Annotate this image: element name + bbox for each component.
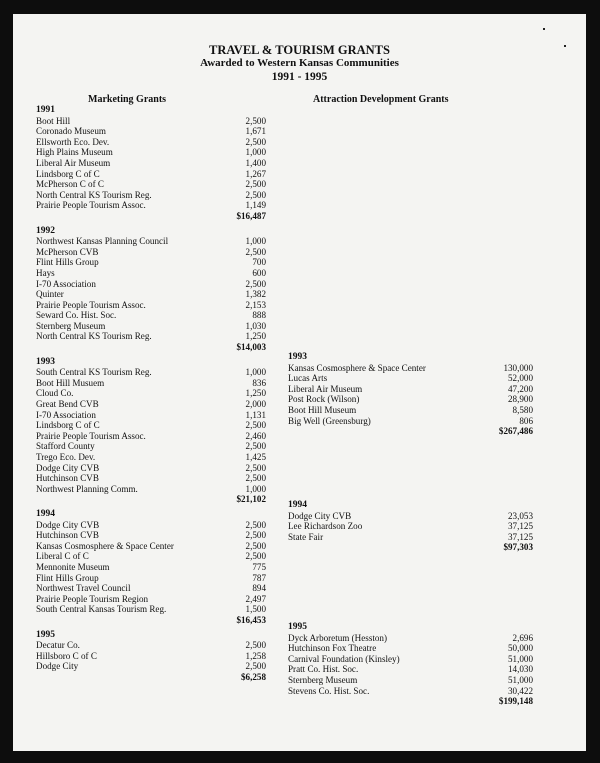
- attraction-grant-row: [288, 405, 533, 416]
- grantee-name: Seward Co. Hist. Soc.: [36, 310, 117, 321]
- grant-amount: 28,900: [507, 394, 533, 405]
- attraction-year-heading: 1995: [288, 622, 307, 632]
- marketing-grant-row: [36, 388, 266, 399]
- document-years: 1991 - 1995: [271, 71, 328, 83]
- marketing-grant-row: [36, 257, 266, 268]
- grant-amount: 2,497: [245, 593, 266, 604]
- grantee-name: Liberal Air Museum: [288, 383, 363, 394]
- grantee-name: South Central Kansas Tourism Reg.: [36, 604, 167, 615]
- grantee-name: Hutchinson Fox Theatre: [288, 643, 377, 654]
- grant-amount: 130,000: [503, 362, 533, 373]
- grantee-name: Prairie People Tourism Assoc.: [36, 299, 146, 310]
- grant-amount: 1,400: [245, 157, 266, 168]
- grantee-name: Hillsboro C of C: [36, 650, 97, 661]
- attraction-section: [288, 352, 533, 437]
- marketing-year-total: $16,487: [236, 210, 266, 221]
- grantee-name: Flint Hills Group: [36, 572, 99, 583]
- grant-amount: 47,200: [507, 383, 533, 394]
- marketing-grant-row: [36, 236, 266, 247]
- marketing-grant-row: [36, 378, 266, 389]
- marketing-grant-row: [36, 541, 266, 552]
- attraction-grant-row: [288, 363, 533, 374]
- grantee-name: Quinter: [36, 289, 64, 300]
- attraction-grant-row: [288, 373, 533, 384]
- marketing-grants-column: [36, 105, 266, 686]
- grantee-name: Big Well (Greensburg): [288, 415, 371, 426]
- grant-amount: 51,000: [507, 674, 533, 685]
- document-subtitle: Awarded to Western Kansas Communities: [200, 57, 399, 69]
- grantee-name: I-70 Association: [36, 278, 96, 289]
- grant-amount: 30,422: [507, 685, 533, 696]
- marketing-grant-row: [36, 179, 266, 190]
- grant-amount: 2,500: [245, 551, 266, 562]
- marketing-grant-row: [36, 441, 266, 452]
- marketing-grant-row: [36, 583, 266, 594]
- grantee-name: Lindsborg C of C: [36, 420, 100, 431]
- document-title: TRAVEL & TOURISM GRANTS: [209, 43, 390, 57]
- grant-amount: 1,000: [245, 236, 266, 247]
- grant-amount: 787: [252, 572, 266, 583]
- marketing-grant-row: [36, 190, 266, 201]
- grant-amount: 836: [252, 377, 266, 388]
- marketing-grant-row: [36, 594, 266, 605]
- grantee-name: High Plains Museum: [36, 147, 113, 158]
- marketing-section: [36, 226, 266, 353]
- grantee-name: Hays: [36, 267, 55, 278]
- attraction-grant-row: [288, 532, 533, 543]
- grant-amount: 8,580: [512, 404, 533, 415]
- marketing-grant-row: [36, 300, 266, 311]
- grant-amount: 23,053: [507, 510, 533, 521]
- grantee-name: Flint Hills Group: [36, 257, 99, 268]
- grant-amount: 806: [519, 415, 533, 426]
- grantee-name: Boot Hill Museum: [288, 404, 357, 415]
- grantee-name: Trego Eco. Dev.: [36, 452, 96, 462]
- grant-amount: 52,000: [507, 373, 533, 384]
- grant-amount: 2,500: [245, 246, 266, 257]
- grant-amount: 894: [252, 583, 266, 594]
- grantee-name: Post Rock (Wilson): [288, 394, 360, 405]
- marketing-grant-row: [36, 147, 266, 158]
- grant-amount: 888: [252, 310, 266, 321]
- grant-amount: 37,125: [507, 531, 533, 542]
- grantee-name: Mennonite Museum: [36, 561, 110, 572]
- attraction-grants-heading: Attraction Development Grants: [313, 94, 449, 105]
- attraction-grant-row: [288, 686, 533, 697]
- grant-amount: 2,500: [245, 136, 266, 147]
- grantee-name: Sternberg Museum: [288, 674, 358, 685]
- grant-amount: 2,460: [245, 430, 266, 441]
- grantee-name: Cloud Co.: [36, 388, 74, 399]
- grant-amount: 2,500: [245, 640, 266, 651]
- grant-amount: 2,500: [245, 441, 266, 452]
- marketing-grant-row: [36, 484, 266, 495]
- marketing-grant-row: [36, 289, 266, 300]
- grant-amount: 2,500: [245, 540, 266, 551]
- grantee-name: Kansas Cosmosphere & Space Center: [36, 540, 174, 551]
- grantee-name: Dodge City CVB: [36, 519, 100, 530]
- grant-amount: 2,500: [245, 179, 266, 190]
- document-page: [13, 14, 586, 751]
- attraction-year-heading: 1993: [288, 352, 307, 362]
- marketing-year-total: $16,453: [236, 614, 266, 625]
- marketing-grant-row: [36, 367, 266, 378]
- marketing-grant-row: [36, 331, 266, 342]
- marketing-grant-row: [36, 410, 266, 421]
- grant-amount: 1,500: [245, 604, 266, 615]
- attraction-grant-row: [288, 633, 533, 644]
- grant-amount: 2,500: [245, 462, 266, 473]
- grant-amount: 775: [252, 561, 266, 572]
- marketing-year-heading: 1994: [36, 508, 55, 519]
- marketing-grant-row: [36, 551, 266, 562]
- grant-amount: 1,000: [245, 483, 266, 494]
- marketing-grant-row: [36, 158, 266, 169]
- marketing-grant-row: [36, 452, 266, 463]
- marketing-grant-row: [36, 420, 266, 431]
- attraction-year-total: $97,303: [503, 542, 533, 553]
- grant-amount: 2,500: [245, 661, 266, 672]
- grant-amount: 2,500: [245, 530, 266, 541]
- marketing-section: [36, 357, 266, 505]
- speck-mark: [564, 45, 566, 47]
- marketing-grant-row: [36, 463, 266, 474]
- attraction-grant-row: [288, 511, 533, 522]
- marketing-year-heading: 1992: [36, 225, 55, 236]
- attraction-grant-row: [288, 384, 533, 395]
- grantee-name: I-70 Association: [36, 409, 96, 420]
- grantee-name: Liberal C of C: [36, 551, 89, 562]
- marketing-grant-row: [36, 310, 266, 321]
- grantee-name: Carnival Foundation (Kinsley): [288, 653, 400, 664]
- attraction-year-heading: 1994: [288, 500, 307, 510]
- marketing-year-total: $21,102: [236, 494, 266, 505]
- grantee-name: Kansas Cosmosphere & Space Center: [288, 362, 426, 373]
- attraction-grant-row: [288, 664, 533, 675]
- grant-amount: 1,250: [245, 331, 266, 342]
- marketing-grant-row: [36, 473, 266, 484]
- marketing-grant-row: [36, 279, 266, 290]
- marketing-grant-row: [36, 137, 266, 148]
- grantee-name: Hutchinson CVB: [36, 530, 99, 541]
- marketing-grant-row: [36, 520, 266, 531]
- grantee-name: Lee Richardson Zoo: [288, 521, 363, 532]
- attraction-section: [288, 622, 533, 707]
- marketing-grant-row: [36, 562, 266, 573]
- marketing-section: [36, 630, 266, 683]
- grant-amount: 51,000: [507, 653, 533, 664]
- marketing-year-heading: 1995: [36, 629, 55, 640]
- marketing-grant-row: [36, 126, 266, 137]
- grantee-name: McPherson CVB: [36, 246, 99, 257]
- grant-amount: 1,267: [245, 168, 266, 179]
- grant-amount: 1,131: [245, 409, 266, 420]
- grant-amount: 2,500: [245, 278, 266, 289]
- grantee-name: Northwest Travel Council: [36, 583, 131, 594]
- grant-amount: 2,500: [245, 115, 266, 126]
- marketing-year-heading: 1993: [36, 356, 55, 367]
- grant-amount: 1,382: [245, 289, 266, 300]
- grantee-name: Decatur Co.: [36, 640, 80, 651]
- marketing-grant-row: [36, 661, 266, 672]
- attraction-year-total: $267,486: [498, 426, 533, 437]
- grantee-name: Prairie People Tourism Region: [36, 593, 149, 604]
- grant-amount: 1,149: [245, 200, 266, 211]
- grant-amount: 1,425: [245, 452, 266, 462]
- grantee-name: Boot Hill: [36, 115, 71, 126]
- grantee-name: Dodge City: [36, 661, 79, 672]
- grantee-name: Stafford County: [36, 441, 95, 452]
- speck-mark: [543, 28, 545, 30]
- marketing-grant-row: [36, 268, 266, 279]
- grant-amount: 14,030: [507, 664, 533, 675]
- attraction-year-total: $199,148: [498, 696, 533, 707]
- marketing-grants-heading: Marketing Grants: [88, 94, 167, 105]
- grantee-name: South Central KS Tourism Reg.: [36, 367, 152, 378]
- marketing-grant-row: [36, 116, 266, 127]
- marketing-year-heading: 1991: [36, 105, 55, 115]
- marketing-grant-row: [36, 431, 266, 442]
- marketing-year-total: $14,003: [236, 342, 266, 353]
- marketing-grant-row: [36, 651, 266, 662]
- grant-amount: 50,000: [507, 643, 533, 654]
- grantee-name: Prairie People Tourism Assoc.: [36, 430, 146, 441]
- grantee-name: Dodge City CVB: [288, 510, 352, 521]
- grantee-name: Lindsborg C of C: [36, 168, 100, 179]
- marketing-section: [36, 509, 266, 626]
- grantee-name: Northwest Planning Comm.: [36, 483, 138, 494]
- grantee-name: State Fair: [288, 531, 324, 542]
- grant-amount: 1,671: [245, 126, 266, 137]
- grant-amount: 2,500: [245, 420, 266, 431]
- grant-amount: 37,125: [507, 521, 533, 532]
- grantee-name: McPherson C of C: [36, 179, 104, 190]
- grantee-name: Stevens Co. Hist. Soc.: [288, 685, 370, 696]
- grantee-name: Liberal Air Museum: [36, 157, 111, 168]
- marketing-grant-row: [36, 604, 266, 615]
- grant-amount: 1,000: [245, 147, 266, 158]
- attraction-grant-row: [288, 654, 533, 665]
- grantee-name: North Central KS Tourism Reg.: [36, 189, 152, 200]
- marketing-section: [36, 105, 266, 222]
- grant-amount: 2,696: [512, 632, 533, 643]
- attraction-grant-row: [288, 394, 533, 405]
- grantee-name: Boot Hill Musuem: [36, 377, 105, 388]
- grant-amount: 1,250: [245, 388, 266, 399]
- grant-amount: 600: [252, 267, 266, 278]
- grantee-name: Great Bend CVB: [36, 399, 99, 410]
- marketing-grant-row: [36, 247, 266, 258]
- marketing-grant-row: [36, 530, 266, 541]
- grant-amount: 2,153: [245, 299, 266, 310]
- marketing-grant-row: [36, 321, 266, 332]
- grant-amount: 1,258: [245, 650, 266, 661]
- grantee-name: Ellsworth Eco. Dev.: [36, 136, 110, 147]
- attraction-grant-row: [288, 521, 533, 532]
- marketing-grant-row: [36, 200, 266, 211]
- grantee-name: Pratt Co. Hist. Soc.: [288, 664, 359, 675]
- marketing-grant-row: [36, 573, 266, 584]
- grantee-name: Lucas Arts: [288, 373, 328, 384]
- marketing-grant-row: [36, 399, 266, 410]
- grant-amount: 2,000: [245, 399, 266, 410]
- grant-amount: 2,500: [245, 519, 266, 530]
- grant-amount: 2,500: [245, 189, 266, 200]
- grantee-name: Dodge City CVB: [36, 462, 100, 473]
- grant-amount: 1,030: [245, 320, 266, 331]
- grantee-name: Coronado Museum: [36, 126, 106, 137]
- grantee-name: Prairie People Tourism Assoc.: [36, 200, 146, 211]
- grantee-name: North Central KS Tourism Reg.: [36, 331, 152, 342]
- grant-amount: 700: [252, 257, 266, 268]
- attraction-grant-row: [288, 675, 533, 686]
- attraction-grant-row: [288, 416, 533, 427]
- grantee-name: Hutchinson CVB: [36, 473, 99, 484]
- attraction-section: [288, 500, 533, 553]
- grant-amount: 1,000: [245, 367, 266, 378]
- grant-amount: 2,500: [245, 473, 266, 484]
- grantee-name: Northwest Kansas Planning Council: [36, 236, 169, 247]
- attraction-grant-row: [288, 643, 533, 654]
- marketing-grant-row: [36, 169, 266, 180]
- marketing-year-total: $6,258: [240, 671, 266, 682]
- grantee-name: Dyck Arboretum (Hesston): [288, 632, 388, 643]
- grantee-name: Sternberg Museum: [36, 320, 106, 331]
- marketing-grant-row: [36, 640, 266, 651]
